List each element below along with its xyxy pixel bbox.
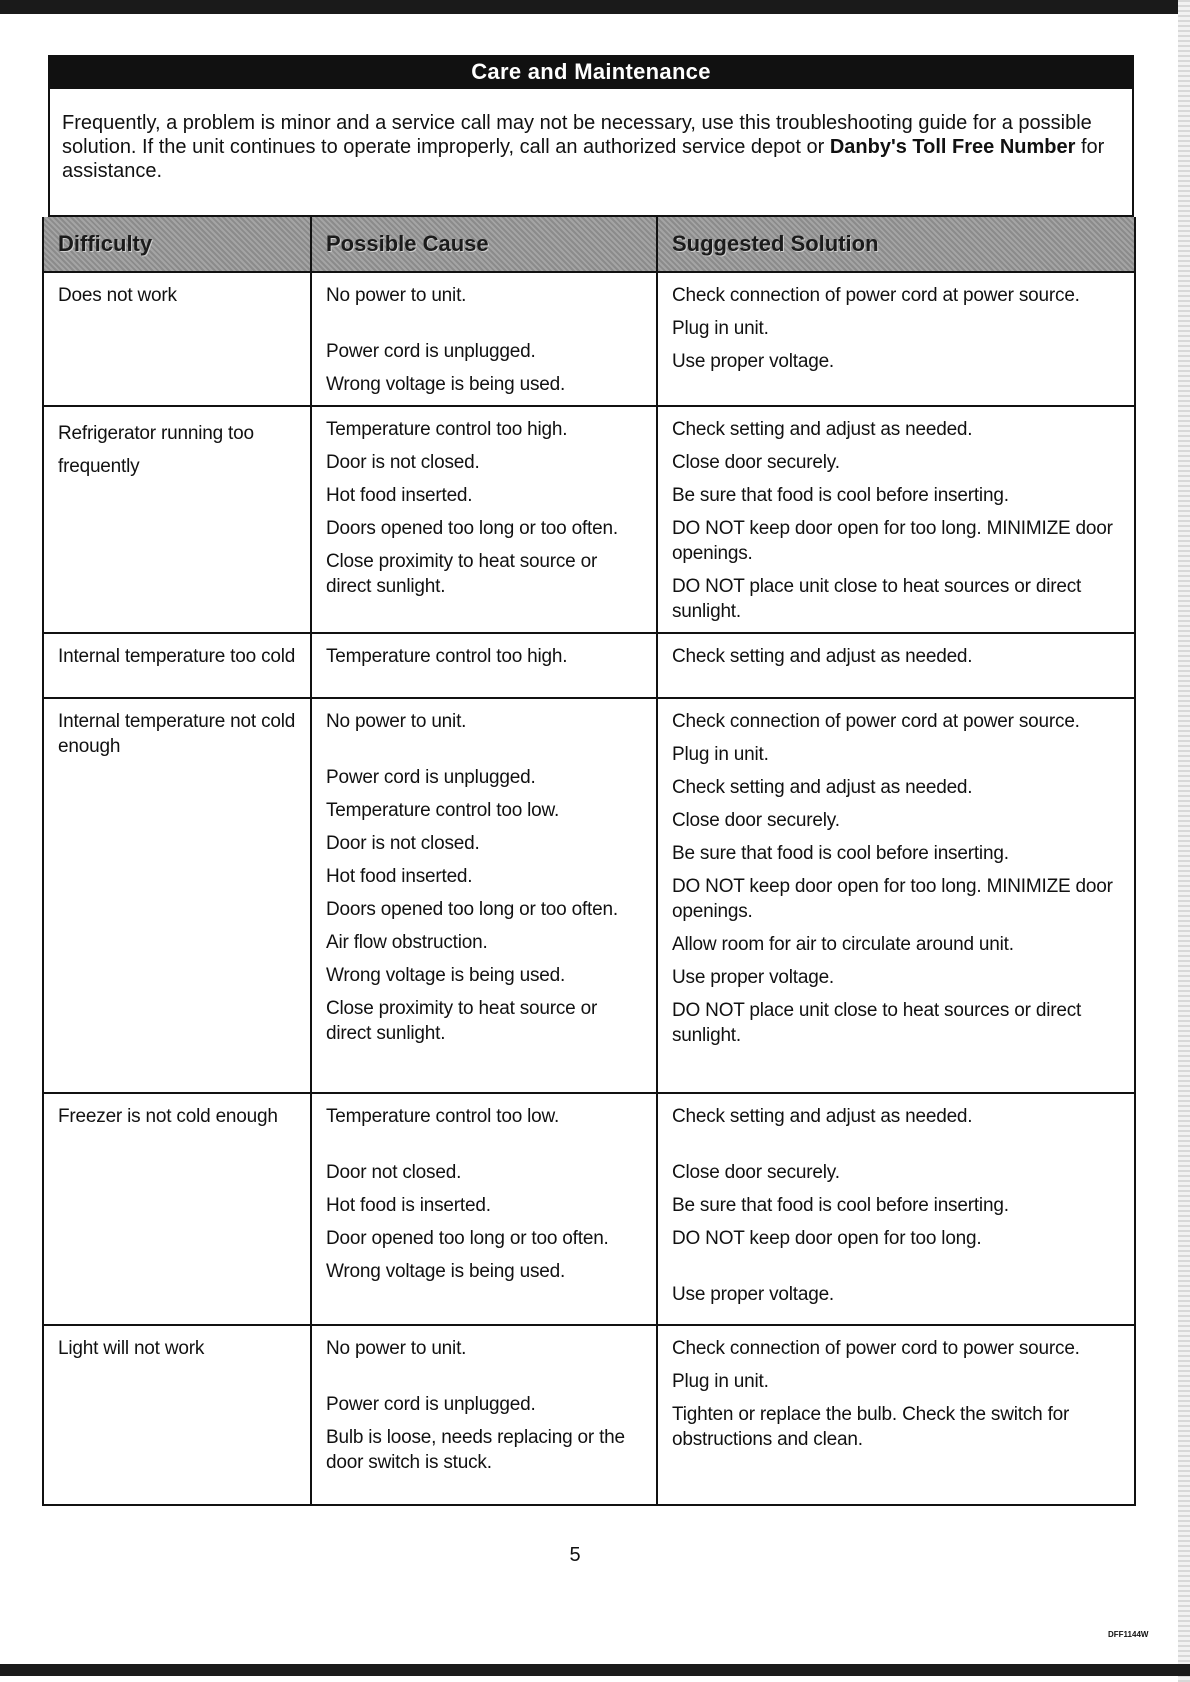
cause-item: Wrong voltage is being used. bbox=[326, 965, 566, 986]
right-scan-edge bbox=[1178, 0, 1190, 1682]
cause-item: Power cord is unplugged. bbox=[326, 767, 536, 788]
difficulty-cell: Light will not work bbox=[43, 1325, 311, 1505]
document bbox=[48, 55, 1134, 1506]
solution-item: DO NOT keep door open for too long. bbox=[672, 1228, 982, 1249]
table-header-row bbox=[43, 217, 1135, 272]
cause-item: Power cord is unplugged. bbox=[326, 1394, 536, 1415]
solution-item: Use proper voltage. bbox=[672, 1284, 835, 1305]
solution-item: Check setting and adjust as needed. bbox=[672, 419, 973, 440]
difficulty-cell: Internal temperature not cold enough bbox=[43, 698, 311, 1093]
solution-item: Check setting and adjust as needed. bbox=[672, 646, 973, 667]
cause-item: Door is not closed. bbox=[326, 833, 480, 854]
table-row bbox=[43, 698, 1135, 1093]
intro-text-1: Frequently, a problem is minor and a service call may not be necessary, use this troubleshooting guide for a possible solution. If the unit continues to operate improperly, call an authorized service depot or bbox=[62, 112, 1092, 158]
solution-item: Plug in unit. bbox=[672, 744, 769, 765]
cause-item: Close proximity to heat source or direct sunlight. bbox=[326, 551, 598, 597]
solution-item: Be sure that food is cool before inserting. bbox=[672, 1195, 1009, 1216]
solution-item: Close door securely. bbox=[672, 810, 840, 831]
solution-item: Be sure that food is cool before inserting. bbox=[672, 485, 1009, 506]
cause-item: Power cord is unplugged. bbox=[326, 341, 536, 362]
solution-item: Check setting and adjust as needed. bbox=[672, 777, 973, 798]
solution-item: Use proper voltage. bbox=[672, 351, 835, 372]
cause-item: Close proximity to heat source or direct sunlight. bbox=[326, 998, 598, 1044]
difficulty-cell: Freezer is not cold enough bbox=[43, 1093, 311, 1325]
cause-cell bbox=[311, 698, 657, 1093]
difficulty-cell: Refrigerator running too frequently bbox=[43, 406, 311, 633]
cause-item: Door is not closed. bbox=[326, 452, 480, 473]
cause-cell bbox=[311, 406, 657, 633]
solution-cell bbox=[657, 1325, 1135, 1505]
cause-cell bbox=[311, 633, 657, 698]
cause-item: Air flow obstruction. bbox=[326, 932, 488, 953]
solution-item: DO NOT place unit close to heat sources or direct sunlight. bbox=[672, 576, 1082, 622]
bottom-scan-border bbox=[0, 1664, 1190, 1676]
difficulty-cell: Internal temperature too cold bbox=[43, 633, 311, 698]
header-suggested-solution: Suggested Solution bbox=[657, 217, 1135, 272]
cause-item: Doors opened too long or too often. bbox=[326, 518, 618, 539]
solution-cell bbox=[657, 1093, 1135, 1325]
solution-item: Check setting and adjust as needed. bbox=[672, 1106, 973, 1127]
header-possible-cause: Possible Cause bbox=[311, 217, 657, 272]
page-number: 5 bbox=[569, 1544, 581, 1566]
intro-paragraph bbox=[48, 89, 1134, 217]
cause-item: Door not closed. bbox=[326, 1162, 462, 1183]
solution-item: Plug in unit. bbox=[672, 318, 769, 339]
cause-item: Hot food inserted. bbox=[326, 866, 473, 887]
cause-item: No power to unit. bbox=[326, 1338, 467, 1359]
difficulty-cell: Does not work bbox=[43, 272, 311, 406]
cause-item: Hot food is inserted. bbox=[326, 1195, 491, 1216]
cause-item: Temperature control too high. bbox=[326, 646, 568, 667]
cause-item: Bulb is loose, needs replacing or the door switch is stuck. bbox=[326, 1427, 625, 1473]
solution-item: Use proper voltage. bbox=[672, 967, 835, 988]
cause-item: Temperature control too low. bbox=[326, 800, 560, 821]
solution-item: Check connection of power cord at power source. bbox=[672, 285, 1080, 306]
solution-item: DO NOT place unit close to heat sources or direct sunlight. bbox=[672, 1000, 1082, 1046]
solution-item: Tighten or replace the bulb. Check the switch for obstructions and clean. bbox=[672, 1404, 1070, 1450]
top-scan-border bbox=[0, 0, 1190, 14]
cause-item: No power to unit. bbox=[326, 285, 467, 306]
page-title: Care and Maintenance bbox=[48, 55, 1134, 89]
cause-cell bbox=[311, 272, 657, 406]
solution-cell bbox=[657, 406, 1135, 633]
table-row bbox=[43, 1325, 1135, 1505]
table-row bbox=[43, 633, 1135, 698]
table-row bbox=[43, 406, 1135, 633]
solution-item: Close door securely. bbox=[672, 1162, 840, 1183]
header-difficulty: Difficulty bbox=[43, 217, 311, 272]
solution-item: Close door securely. bbox=[672, 452, 840, 473]
solution-item: DO NOT keep door open for too long. MINIMIZE door openings. bbox=[672, 518, 1113, 564]
cause-item: Wrong voltage is being used. bbox=[326, 374, 566, 395]
intro-bold-phone: Danby's Toll Free Number bbox=[829, 136, 1076, 158]
solution-cell bbox=[657, 272, 1135, 406]
model-number: DFF1144W bbox=[1108, 1630, 1149, 1639]
solution-cell bbox=[657, 698, 1135, 1093]
solution-item: Check connection of power cord to power source. bbox=[672, 1338, 1080, 1359]
cause-item: Temperature control too low. bbox=[326, 1106, 560, 1127]
cause-item: Wrong voltage is being used. bbox=[326, 1261, 566, 1282]
solution-item: Plug in unit. bbox=[672, 1371, 769, 1392]
table-row bbox=[43, 272, 1135, 406]
cause-item: Hot food inserted. bbox=[326, 485, 473, 506]
cause-item: Temperature control too high. bbox=[326, 419, 568, 440]
cause-item: Doors opened too long or too often. bbox=[326, 899, 618, 920]
solution-item: Check connection of power cord at power source. bbox=[672, 711, 1080, 732]
cause-cell bbox=[311, 1093, 657, 1325]
solution-cell bbox=[657, 633, 1135, 698]
cause-item: No power to unit. bbox=[326, 711, 467, 732]
troubleshooting-table bbox=[42, 217, 1136, 1506]
cause-cell bbox=[311, 1325, 657, 1505]
intro-text-2: for assistance. bbox=[62, 136, 1105, 182]
solution-item: Allow room for air to circulate around unit. bbox=[672, 934, 1014, 955]
solution-item: Be sure that food is cool before inserting. bbox=[672, 843, 1009, 864]
table-row bbox=[43, 1093, 1135, 1325]
solution-item: DO NOT keep door open for too long. MINIMIZE door openings. bbox=[672, 876, 1113, 922]
cause-item: Door opened too long or too often. bbox=[326, 1228, 609, 1249]
